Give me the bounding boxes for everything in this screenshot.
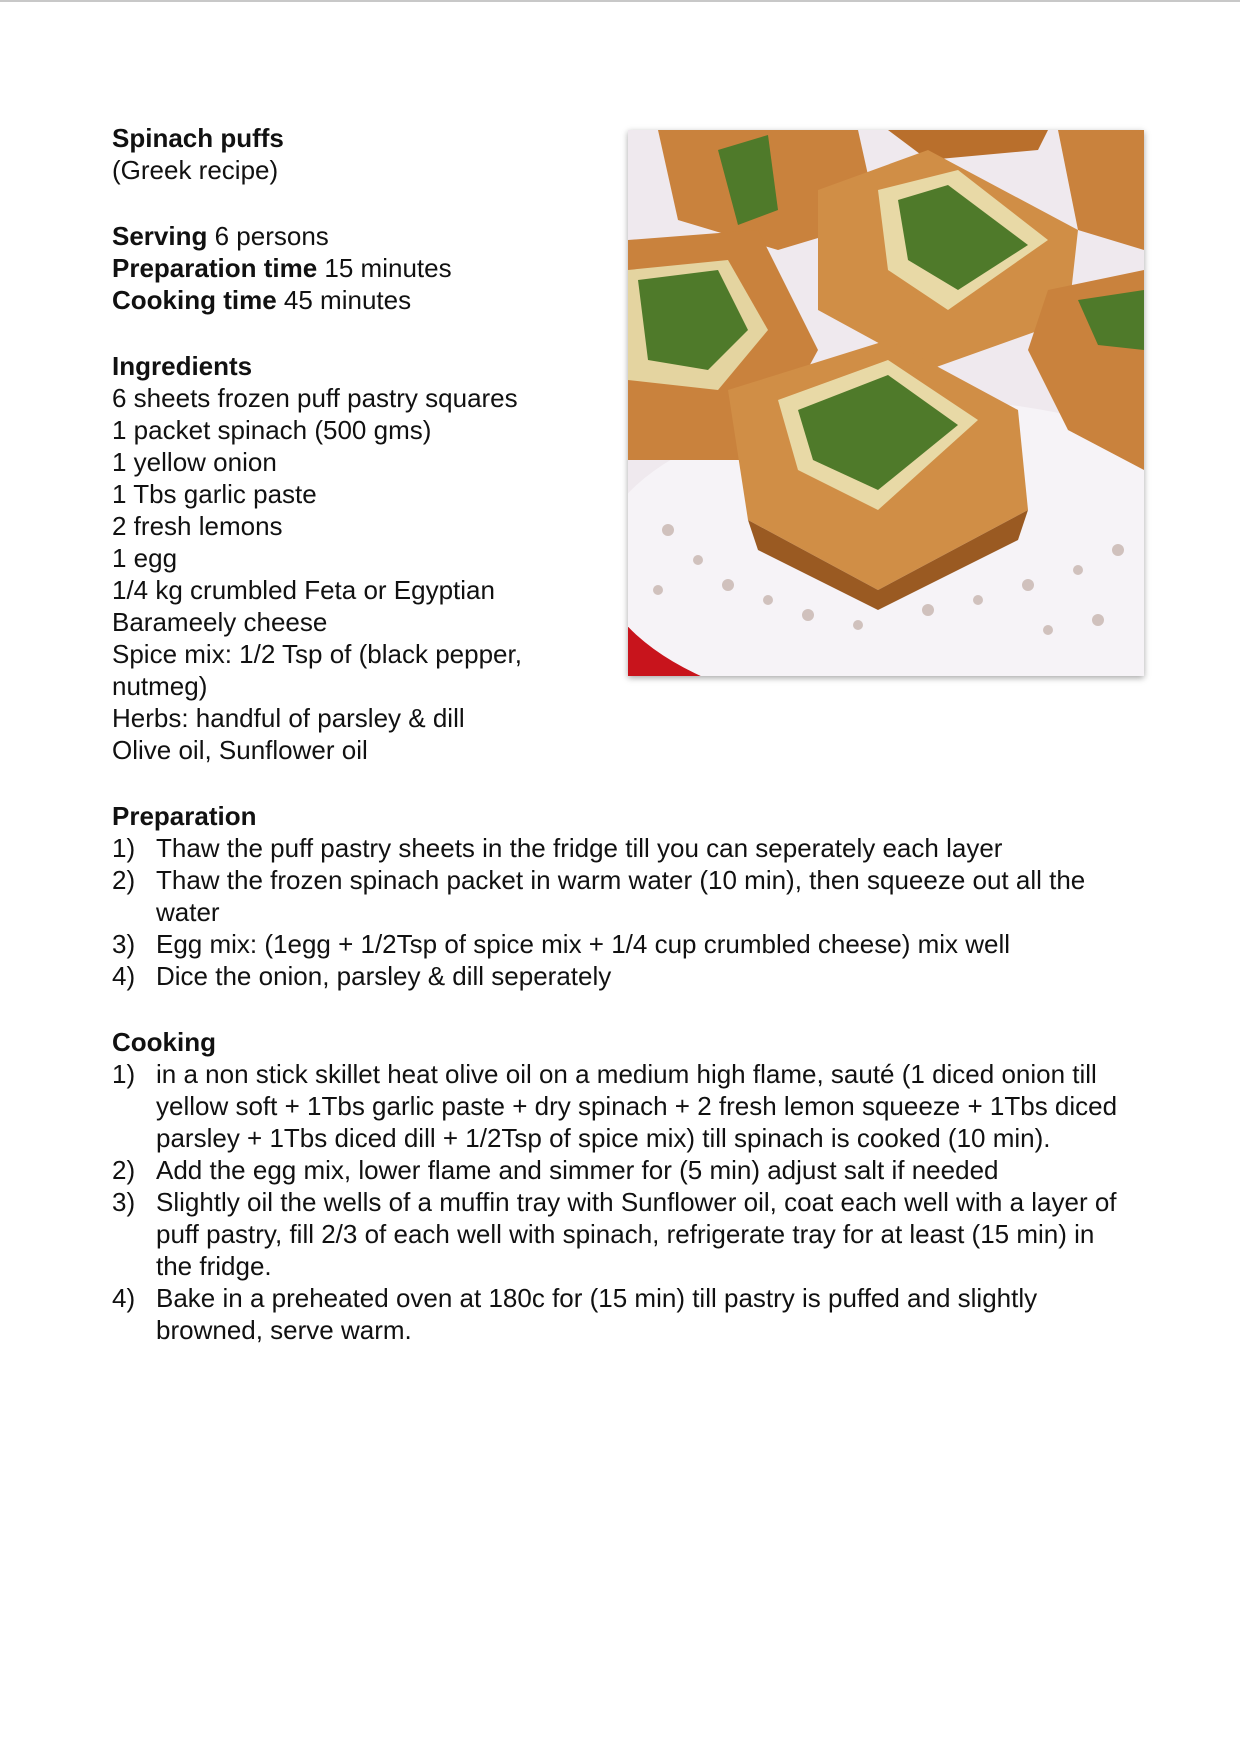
step-number: 2): [112, 1155, 136, 1185]
ingredient-line: Barameely cheese: [112, 607, 328, 637]
meta-cooking-time: [112, 284, 632, 316]
step-text: Thaw the frozen spinach packet in warm water (10 min), then squeeze out all the water: [156, 865, 1086, 927]
preparation-step: [112, 864, 1132, 928]
ingredient-line: 1/4 kg crumbled Feta or Egyptian: [112, 575, 495, 605]
cooking-heading: Cooking: [112, 1027, 216, 1057]
step-text: Slightly oil the wells of a muffin tray with Sunflower oil, coat each well with a layer of puff pastry, fill 2/3 of each well with spinach, refrigerate tray for at least (15 min) in the fridge.: [156, 1187, 1117, 1281]
step-text: Thaw the puff pastry sheets in the fridge till you can seperately each layer: [156, 833, 1003, 863]
preparation-steps: [112, 832, 1132, 992]
step-number: 4): [112, 961, 136, 991]
step-text: Egg mix: (1egg + 1/2Tsp of spice mix + 1/4 cup crumbled cheese) mix well: [156, 929, 1011, 959]
cooking-section: [112, 1026, 1132, 1346]
recipe-page: [112, 122, 1142, 1346]
cooking-steps: [112, 1058, 1132, 1346]
ingredient-line: nutmeg): [112, 671, 208, 701]
step-number: 3): [112, 929, 136, 959]
recipe-header: [112, 122, 632, 766]
cooking-step: [112, 1186, 1132, 1282]
cooking-step: [112, 1058, 1132, 1154]
ingredients-section: [112, 350, 632, 766]
step-text: in a non stick skillet heat olive oil on a medium high flame, sauté (1 diced onion till yellow soft + 1Tbs garlic paste + dry spinach + 2 fresh lemon squeeze + 1Tbs diced parsley + 1Tbs diced dill + 1/2Tsp of spice mix) till spinach is cooked (10 min).: [156, 1059, 1118, 1153]
recipe-title: Spinach puffs: [112, 123, 284, 153]
meta-label: Serving: [112, 221, 208, 251]
preparation-step: [112, 928, 1132, 960]
step-text: Bake in a preheated oven at 180c for (15 min) till pastry is puffed and slightly browned, serve warm.: [156, 1283, 1038, 1345]
top-border: [0, 0, 1240, 2]
ingredient-line: Spice mix: 1/2 Tsp of (black pepper,: [112, 639, 522, 669]
step-number: 1): [112, 833, 136, 863]
meta-serving: [112, 220, 632, 252]
cooking-step: [112, 1154, 1132, 1186]
ingredients-heading: Ingredients: [112, 351, 253, 381]
step-number: 1): [112, 1059, 136, 1089]
ingredient-line: 1 Tbs garlic paste: [112, 479, 317, 509]
preparation-section: [112, 800, 1132, 992]
meta-value: 15 minutes: [324, 253, 452, 283]
ingredient-line: Olive oil, Sunflower oil: [112, 735, 368, 765]
meta-label: Preparation time: [112, 253, 318, 283]
meta-label: Cooking time: [112, 285, 277, 315]
meta-preparation-time: [112, 252, 632, 284]
preparation-heading: Preparation: [112, 801, 257, 831]
recipe-subtitle: (Greek recipe): [112, 155, 279, 185]
preparation-step: [112, 832, 1132, 864]
step-text: Add the egg mix, lower flame and simmer for (5 min) adjust salt if needed: [156, 1155, 999, 1185]
meta-value: 6 persons: [214, 221, 329, 251]
ingredient-line: Herbs: handful of parsley & dill: [112, 703, 465, 733]
step-text: Dice the onion, parsley & dill seperately: [156, 961, 612, 991]
step-number: 3): [112, 1187, 136, 1217]
meta-value: 45 minutes: [283, 285, 412, 315]
ingredient-line: 1 packet spinach (500 gms): [112, 415, 432, 445]
cooking-step: [112, 1282, 1132, 1346]
step-number: 2): [112, 865, 136, 895]
recipe-meta: [112, 220, 632, 316]
ingredient-line: 6 sheets frozen puff pastry squares: [112, 383, 518, 413]
ingredient-line: 2 fresh lemons: [112, 511, 283, 541]
preparation-step: [112, 960, 1132, 992]
ingredient-line: 1 egg: [112, 543, 178, 573]
ingredient-line: 1 yellow onion: [112, 447, 277, 477]
step-number: 4): [112, 1283, 136, 1313]
